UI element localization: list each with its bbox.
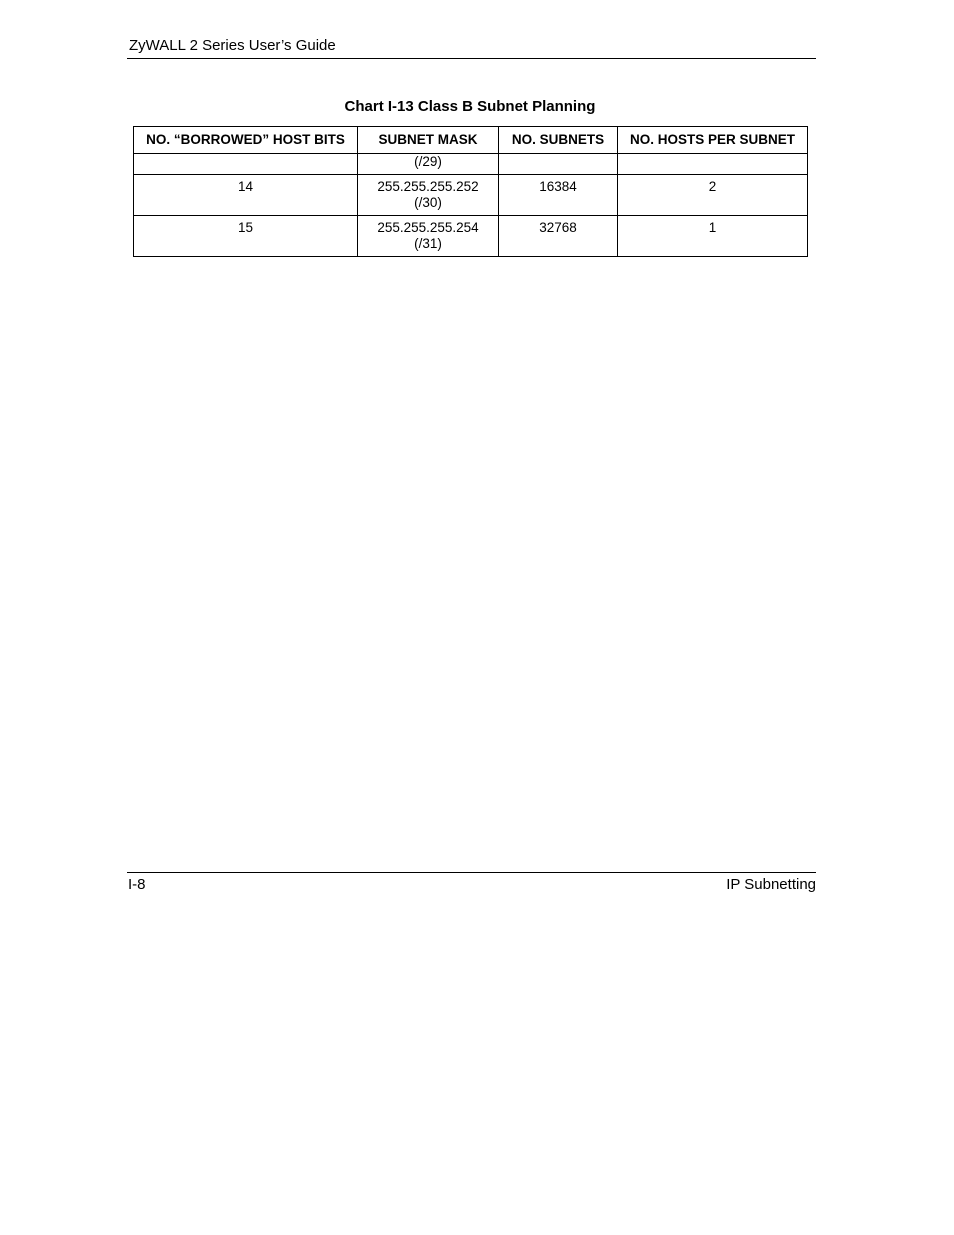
cell-hosts	[618, 154, 808, 175]
cell-subnets: 16384	[499, 175, 618, 216]
subnet-prefix: (/31)	[414, 236, 442, 251]
subnet-prefix: (/30)	[414, 195, 442, 210]
cell-subnets	[499, 154, 618, 175]
column-header-subnet-mask: SUBNET MASK	[358, 127, 499, 154]
section-title: IP Subnetting	[726, 876, 816, 893]
subnet-mask-value: 255.255.255.254	[377, 220, 479, 235]
cell-subnets: 32768	[499, 216, 618, 257]
page-number: I-8	[128, 876, 146, 893]
cell-borrowed-bits: 15	[134, 216, 358, 257]
subnet-prefix: (/29)	[414, 154, 442, 169]
column-header-hosts-per-subnet: NO. HOSTS PER SUBNET	[618, 127, 808, 154]
column-header-subnets: NO. SUBNETS	[499, 127, 618, 154]
cell-hosts: 1	[618, 216, 808, 257]
cell-hosts: 2	[618, 175, 808, 216]
page-footer	[127, 872, 816, 895]
cell-borrowed-bits: 14	[134, 175, 358, 216]
subnet-mask-value: 255.255.255.252	[377, 179, 479, 194]
chart-caption: Chart I-13 Class B Subnet Planning	[344, 98, 596, 115]
cell-subnet-mask	[358, 154, 499, 175]
cell-subnet-mask	[358, 216, 499, 257]
page-header	[127, 36, 816, 59]
table-header-row	[134, 127, 808, 154]
subnet-planning-table	[133, 126, 808, 257]
document-title: ZyWALL 2 Series User’s Guide	[129, 37, 336, 54]
column-header-borrowed-bits: NO. “BORROWED” HOST BITS	[134, 127, 358, 154]
table-row	[134, 175, 808, 216]
cell-subnet-mask	[358, 175, 499, 216]
table-row	[134, 154, 808, 175]
cell-borrowed-bits	[134, 154, 358, 175]
table-row	[134, 216, 808, 257]
